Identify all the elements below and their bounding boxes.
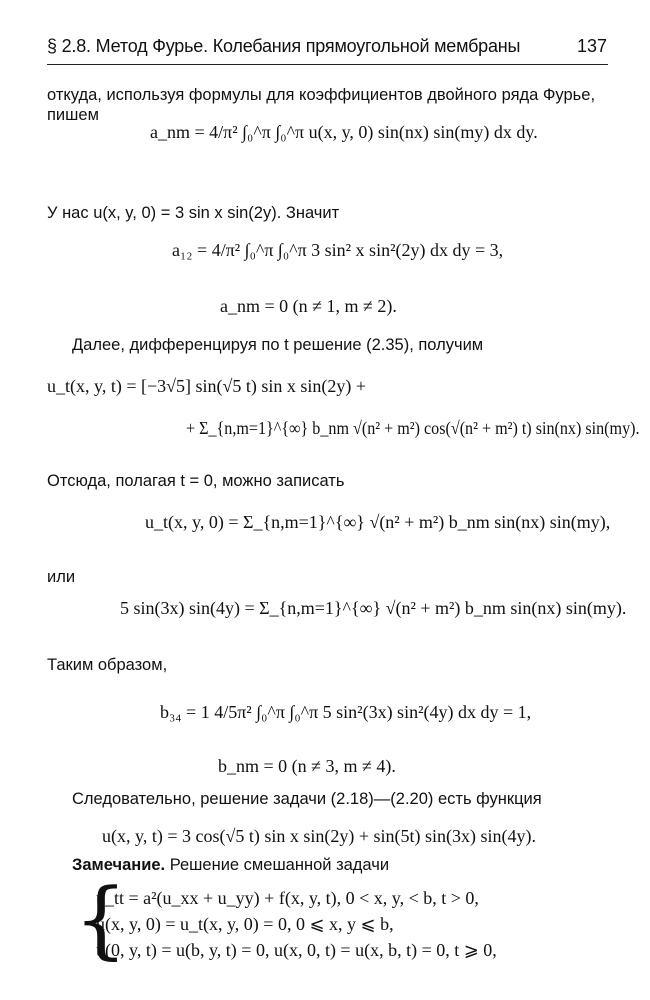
system-equation-1: u_tt = a²(u_xx + u_yy) + f(x, y, t), 0 < x, y, < b, t > 0, (96, 888, 479, 908)
paragraph-1-line-2: пишем (47, 106, 99, 124)
equation-5sin: 5 sin(3x) sin(4y) = Σ_{n,m=1}^{∞} √(n² + m²) b_nm sin(nx) sin(my). (120, 598, 627, 618)
paragraph-3: Далее, дифференцируя по t решение (2.35), получим (72, 336, 484, 354)
equation-b34: b₃₄ = 1 4/5π² ∫₀^π ∫₀^π 5 sin²(3x) sin²(4y) dx dy = 1, (160, 702, 532, 722)
header-title: § 2.8. Метод Фурье. Колебания прямоугольной мембраны (47, 36, 521, 56)
system-brace: { (74, 870, 128, 968)
equation-ut-zero: u_t(x, y, 0) = Σ_{n,m=1}^{∞} √(n² + m²) b_nm sin(nx) sin(my), (145, 512, 611, 532)
equation-ut-line-1: u_t(x, y, t) = [−3√5] sin(√5 t) sin x sin(2y) + (47, 376, 367, 396)
running-header (47, 36, 607, 66)
remark-label: Замечание. (72, 856, 166, 874)
system-equation-2: u(x, y, 0) = u_t(x, y, 0) = 0, 0 ⩽ x, y ⩽ b, (96, 914, 394, 934)
paragraph-1-line-1: откуда, используя формулы для коэффициентов двойного ряда Фурье, (47, 86, 596, 104)
equation-a12: a₁₂ = 4/π² ∫₀^π ∫₀^π 3 sin² x sin²(2y) dx dy = 3, (172, 240, 504, 260)
equation-solution: u(x, y, t) = 3 cos(√5 t) sin x sin(2y) + sin(5t) sin(3x) sin(4y). (102, 826, 536, 846)
system-equation-3: u(0, y, t) = u(b, y, t) = 0, u(x, 0, t) = u(x, b, t) = 0, t ⩾ 0, (96, 940, 497, 960)
remark-text: Решение смешанной задачи (169, 856, 390, 874)
paragraph-6: Таким образом, (47, 656, 168, 674)
page-number: 137 (576, 36, 607, 56)
paragraph-5: или (47, 568, 76, 586)
paragraph-7: Следовательно, решение задачи (2.18)—(2.20) есть функция (72, 790, 542, 808)
paragraph-2: У нас u(x, y, 0) = 3 sin x sin(2y). Значит (47, 204, 340, 222)
paragraph-4: Отсюда, полагая t = 0, можно записать (47, 472, 345, 490)
equation-anm: a_nm = 4/π² ∫₀^π ∫₀^π u(x, y, 0) sin(nx) sin(my) dx dy. (150, 122, 538, 142)
equation-bnm-zero: b_nm = 0 (n ≠ 3, m ≠ 4). (218, 756, 396, 776)
equation-ut-line-2: + Σ_{n,m=1}^{∞} b_nm √(n² + m²) cos(√(n² + m²) t) sin(nx) sin(my). (186, 418, 640, 438)
equation-anm-zero: a_nm = 0 (n ≠ 1, m ≠ 2). (220, 296, 397, 316)
header-rule (47, 64, 608, 65)
